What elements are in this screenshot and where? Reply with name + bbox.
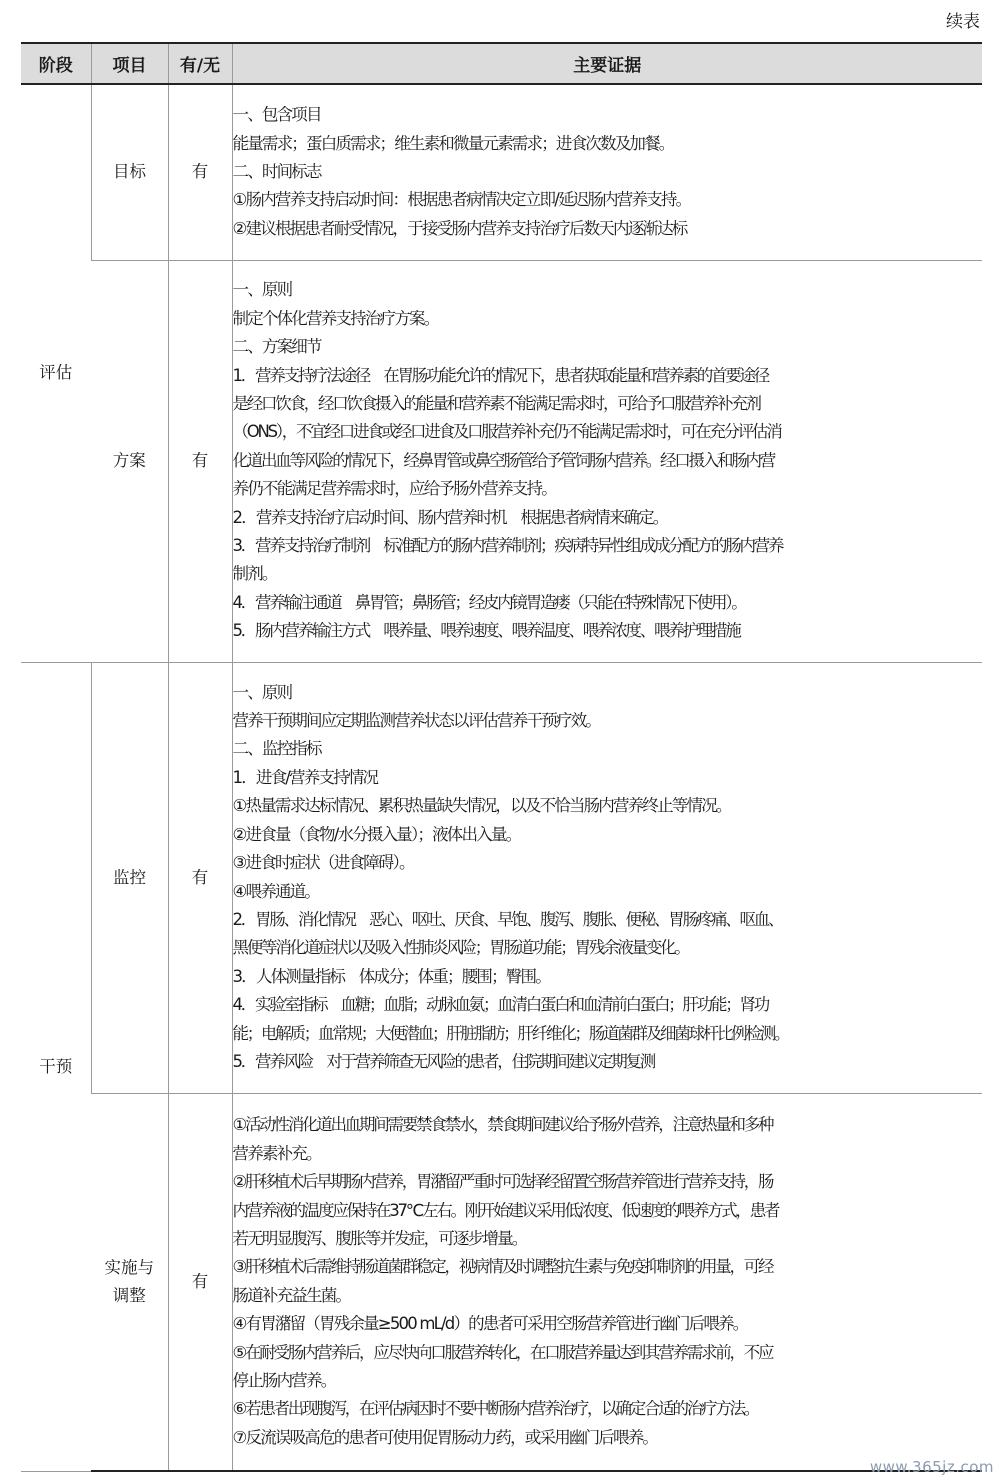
present-cell-plan: 有 xyxy=(168,260,232,662)
evidence-line: 5．肠内营养输注方式 喂养量、喂养速度、喂养温度、喂养浓度、喂养护理措施 xyxy=(232,621,740,641)
header-stage: 阶段 xyxy=(21,43,91,84)
evidence-cell-goal xyxy=(232,84,982,260)
evidence-line: 内营养液的温度应保持在37℃左右。刚开始建议采用低浓度、低速度的喂养方式，患者 xyxy=(232,1200,779,1220)
table-row-plan xyxy=(21,260,982,662)
evidence-table xyxy=(21,42,982,1472)
evidence-line: 1．进食/营养支持情况 xyxy=(232,767,378,787)
evidence-line: ①活动性消化道出血期间需要禁食禁水，禁食期间建议给予肠外营养，注意热量和多种 xyxy=(232,1115,773,1135)
header-present: 有/无 xyxy=(168,43,232,84)
evidence-line: 一、原则 xyxy=(232,280,292,300)
evidence-line: 营养素补充。 xyxy=(232,1143,321,1163)
table-row-implementation xyxy=(21,1093,982,1471)
evidence-cell-monitoring xyxy=(232,662,982,1093)
evidence-line: 能量需求；蛋白质需求；维生素和微量元素需求；进食次数及加餐。 xyxy=(232,133,674,153)
evidence-line: 养仍不能满足营养需求时，应给予肠外营养支持。 xyxy=(232,479,556,499)
evidence-line: 是经口饮食，经口饮食摄入的能量和营养素不能满足需求时，可给予口服营养补充剂 xyxy=(232,393,760,413)
evidence-line: ⑥若患者出现腹泻，在评估病因时不要中断肠内营养治疗，以确定合适的治疗方法。 xyxy=(232,1399,759,1419)
evidence-line: 2．胃肠、消化情况 恶心、呕吐、厌食、早饱、腹泻、腹胀、便秘、胃肠疼痛、呕血、 xyxy=(232,909,783,929)
evidence-cell-implementation xyxy=(232,1093,982,1471)
present-cell-goal: 有 xyxy=(168,84,232,260)
evidence-line: 肠道补充益生菌。 xyxy=(232,1285,351,1305)
evidence-cell-plan xyxy=(232,260,982,662)
evidence-line: 制定个体化营养支持治疗方案。 xyxy=(232,308,439,328)
evidence-line: ②肝移植术后早期肠内营养，胃潴留严重时可选择经留置空肠营养管进行营养支持，肠 xyxy=(232,1172,773,1192)
evidence-line: 若无明显腹泻、腹胀等并发症，可逐步增量。 xyxy=(232,1228,527,1248)
stage-cell-assessment: 评估 xyxy=(21,84,91,662)
evidence-line: 黑便等消化道症状以及吸入性肺炎风险；胃肠道功能；胃残余液量变化。 xyxy=(232,938,689,958)
evidence-line: 二、方案细节 xyxy=(232,337,321,357)
evidence-line: 停止肠内营养。 xyxy=(232,1370,336,1390)
evidence-line: 4．实验室指标 血糖；血脂；动脉血氨；血清白蛋白和血清前白蛋白；肝功能；肾功 xyxy=(232,995,768,1015)
evidence-line: 二、监控指标 xyxy=(232,739,321,759)
evidence-line: ⑤在耐受肠内营养后，应尽快向口服营养转化，在口服营养量达到其营养需求前，不应 xyxy=(232,1342,773,1362)
evidence-line: 4．营养输注通道 鼻胃管；鼻肠管；经皮内镜胃造瘘（只能在特殊情况下使用）。 xyxy=(232,592,746,612)
item-cell-monitoring: 监控 xyxy=(91,662,168,1093)
evidence-line: ①肠内营养支持启动时间：根据患者病情决定立即/延迟肠内营养支持。 xyxy=(232,190,691,210)
evidence-line: ④有胃潴留（胃残余量≥500 mL/d）的患者可采用空肠营养管进行幽门后喂养。 xyxy=(232,1314,748,1334)
evidence-line: ③肝移植术后需维持肠道菌群稳定，视病情及时调整抗生素与免疫抑制剂的用量，可经 xyxy=(232,1257,773,1277)
stage-cell-intervention: 干预 xyxy=(21,662,91,1471)
table-row-goal xyxy=(21,84,982,260)
evidence-line: ④喂养通道。 xyxy=(232,881,319,901)
evidence-line: （ONS），不宜经口进食或经口进食及口服营养补充仍不能满足需求时，可在充分评估消 xyxy=(232,422,781,442)
evidence-line: 一、包含项目 xyxy=(232,105,321,125)
evidence-line: 2．营养支持治疗启动时间、肠内营养时机 根据患者病情来确定。 xyxy=(232,507,668,527)
evidence-line: 3．人体测量指标 体成分；体重；腰围；臀围。 xyxy=(232,966,550,986)
table-header-row xyxy=(21,43,982,84)
evidence-line: ②进食量（食物/水分摄入量）；液体出入量。 xyxy=(232,824,521,844)
present-cell-implementation: 有 xyxy=(168,1093,232,1471)
evidence-line: 一、原则 xyxy=(232,682,292,702)
evidence-line: 制剂。 xyxy=(232,564,277,584)
evidence-line: 3．营养支持治疗制剂 标准配方的肠内营养制剂；疾病特异性组成成分配方的肠内营养 xyxy=(232,536,783,556)
evidence-line: ⑦反流误吸高危的患者可使用促胃肠动力药，或采用幽门后喂养。 xyxy=(232,1427,658,1447)
header-item: 项目 xyxy=(91,43,168,84)
evidence-line: ②建议根据患者耐受情况，于接受肠内营养支持治疗后数天内逐渐达标 xyxy=(232,218,687,238)
evidence-line: ③进食时症状（进食障碍）。 xyxy=(232,853,414,873)
evidence-line: 1．营养支持疗法途径 在胃肠功能允许的情况下，患者获取能量和营养素的首要途径 xyxy=(232,365,768,385)
evidence-line: 二、时间标志 xyxy=(232,162,321,182)
item-cell-goal: 目标 xyxy=(91,84,168,260)
table-row-monitoring xyxy=(21,662,982,1093)
item-cell-implementation: 实施与调整 xyxy=(91,1093,168,1471)
item-cell-plan: 方案 xyxy=(91,260,168,662)
evidence-line: 5．营养风险 对于营养筛查无风险的患者，住院期间建议定期复测 xyxy=(232,1051,654,1071)
header-evidence: 主要证据 xyxy=(232,43,982,84)
evidence-line: ①热量需求达标情况、累积热量缺失情况，以及不恰当肠内营养终止等情况。 xyxy=(232,796,731,816)
watermark: www.365jz.com xyxy=(869,1458,994,1476)
continued-label: 续表 xyxy=(946,12,980,32)
evidence-line: 化道出血等风险的情况下，经鼻胃管或鼻空肠管给予管饲肠内营养。经口摄入和肠内营 xyxy=(232,450,774,470)
present-cell-monitoring: 有 xyxy=(168,662,232,1093)
evidence-line: 营养干预期间应定期监测营养状态以评估营养干预疗效。 xyxy=(232,711,601,731)
evidence-line: 能；电解质；血常规；大便潜血；肝脏脂肪；肝纤维化；肠道菌群及细菌球杆比例检测。 xyxy=(232,1023,789,1043)
